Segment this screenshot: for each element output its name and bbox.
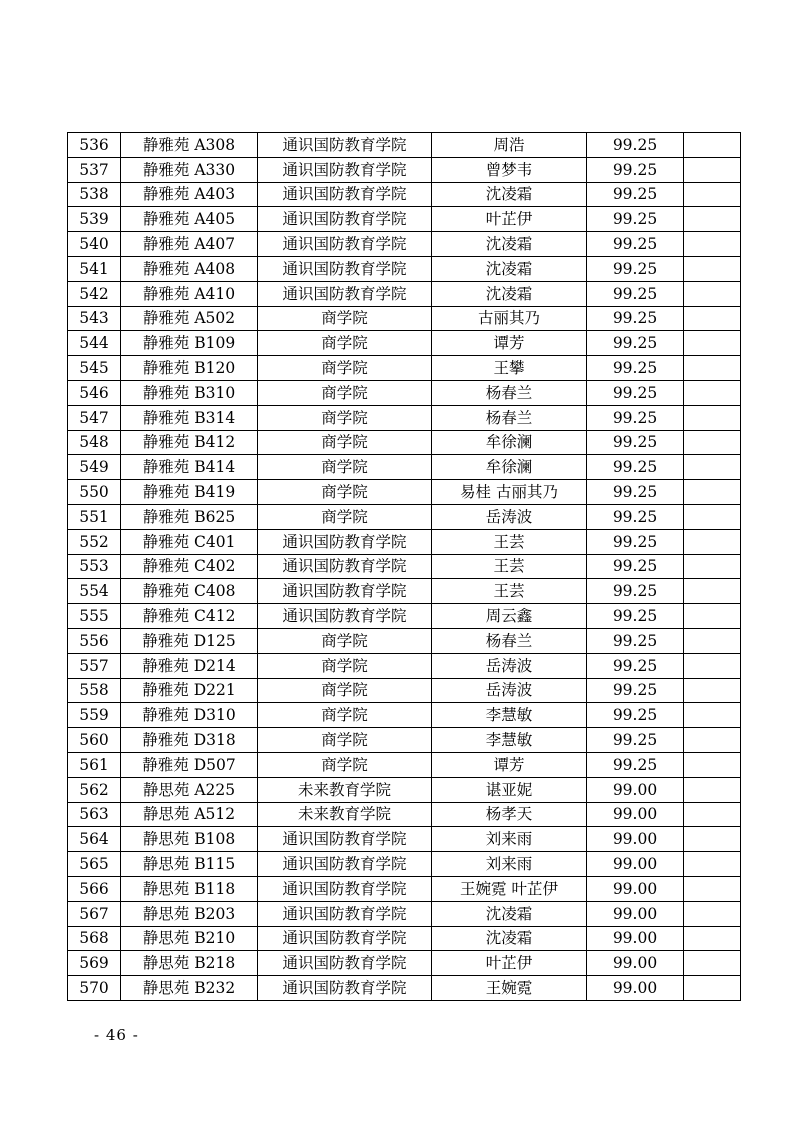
note-cell	[684, 728, 741, 753]
name-cell: 王攀	[432, 356, 587, 381]
college-cell: 通识国防教育学院	[258, 281, 432, 306]
room-cell: 静雅苑 B419	[121, 480, 258, 505]
note-cell	[684, 579, 741, 604]
row-number-cell: 539	[68, 207, 121, 232]
name-cell: 杨春兰	[432, 380, 587, 405]
room-cell: 静雅苑 A405	[121, 207, 258, 232]
note-cell	[684, 380, 741, 405]
name-cell: 谭芳	[432, 752, 587, 777]
score-cell: 99.00	[587, 802, 684, 827]
note-cell	[684, 976, 741, 1001]
note-cell	[684, 802, 741, 827]
score-cell: 99.25	[587, 182, 684, 207]
row-number-cell: 560	[68, 728, 121, 753]
score-cell: 99.25	[587, 628, 684, 653]
name-cell: 易桂 古丽其乃	[432, 480, 587, 505]
score-cell: 99.25	[587, 256, 684, 281]
score-cell: 99.25	[587, 232, 684, 257]
row-number-cell: 546	[68, 380, 121, 405]
college-cell: 商学院	[258, 306, 432, 331]
note-cell	[684, 256, 741, 281]
college-cell: 商学院	[258, 480, 432, 505]
college-cell: 通识国防教育学院	[258, 876, 432, 901]
row-number-cell: 541	[68, 256, 121, 281]
score-cell: 99.25	[587, 455, 684, 480]
row-number-cell: 568	[68, 926, 121, 951]
room-cell: 静雅苑 C402	[121, 554, 258, 579]
college-cell: 商学院	[258, 678, 432, 703]
table-row	[68, 752, 741, 777]
note-cell	[684, 306, 741, 331]
college-cell: 通识国防教育学院	[258, 827, 432, 852]
score-cell: 99.00	[587, 852, 684, 877]
table-row	[68, 405, 741, 430]
table-row	[68, 430, 741, 455]
score-cell: 99.25	[587, 480, 684, 505]
score-cell: 99.00	[587, 827, 684, 852]
score-cell: 99.25	[587, 529, 684, 554]
name-cell: 岳涛波	[432, 678, 587, 703]
room-cell: 静雅苑 A407	[121, 232, 258, 257]
row-number-cell: 567	[68, 901, 121, 926]
name-cell: 谌亚妮	[432, 777, 587, 802]
name-cell: 沈凌霜	[432, 256, 587, 281]
table-row	[68, 133, 741, 158]
college-cell: 未来教育学院	[258, 802, 432, 827]
note-cell	[684, 157, 741, 182]
table-row	[68, 232, 741, 257]
row-number-cell: 570	[68, 976, 121, 1001]
college-cell: 商学院	[258, 455, 432, 480]
college-cell: 商学院	[258, 703, 432, 728]
score-cell: 99.00	[587, 777, 684, 802]
table-row	[68, 728, 741, 753]
page-number: - 46 -	[94, 1026, 139, 1044]
table-row	[68, 455, 741, 480]
score-cell: 99.25	[587, 405, 684, 430]
note-cell	[684, 504, 741, 529]
table-row	[68, 554, 741, 579]
row-number-cell: 542	[68, 281, 121, 306]
table-row	[68, 281, 741, 306]
score-cell: 99.25	[587, 703, 684, 728]
row-number-cell: 543	[68, 306, 121, 331]
row-number-cell: 540	[68, 232, 121, 257]
college-cell: 通识国防教育学院	[258, 157, 432, 182]
score-cell: 99.25	[587, 281, 684, 306]
score-cell: 99.25	[587, 306, 684, 331]
room-cell: 静雅苑 D310	[121, 703, 258, 728]
name-cell: 周浩	[432, 133, 587, 158]
table-row	[68, 157, 741, 182]
row-number-cell: 551	[68, 504, 121, 529]
room-cell: 静雅苑 A408	[121, 256, 258, 281]
room-cell: 静雅苑 C408	[121, 579, 258, 604]
name-cell: 王芸	[432, 529, 587, 554]
college-cell: 商学院	[258, 430, 432, 455]
name-cell: 曾梦韦	[432, 157, 587, 182]
college-cell: 通识国防教育学院	[258, 207, 432, 232]
name-cell: 王婉霓	[432, 976, 587, 1001]
score-cell: 99.00	[587, 901, 684, 926]
row-number-cell: 569	[68, 951, 121, 976]
row-number-cell: 562	[68, 777, 121, 802]
table-row	[68, 926, 741, 951]
college-cell: 通识国防教育学院	[258, 976, 432, 1001]
room-cell: 静思苑 B108	[121, 827, 258, 852]
row-number-cell: 564	[68, 827, 121, 852]
room-cell: 静雅苑 B412	[121, 430, 258, 455]
room-cell: 静雅苑 A403	[121, 182, 258, 207]
row-number-cell: 538	[68, 182, 121, 207]
row-number-cell: 561	[68, 752, 121, 777]
note-cell	[684, 653, 741, 678]
note-cell	[684, 703, 741, 728]
name-cell: 岳涛波	[432, 653, 587, 678]
score-cell: 99.25	[587, 157, 684, 182]
college-cell: 通识国防教育学院	[258, 926, 432, 951]
room-cell: 静思苑 A512	[121, 802, 258, 827]
row-number-cell: 565	[68, 852, 121, 877]
row-number-cell: 549	[68, 455, 121, 480]
name-cell: 沈凌霜	[432, 281, 587, 306]
college-cell: 通识国防教育学院	[258, 529, 432, 554]
table-row	[68, 703, 741, 728]
table-row	[68, 207, 741, 232]
score-cell: 99.00	[587, 876, 684, 901]
college-cell: 通识国防教育学院	[258, 604, 432, 629]
row-number-cell: 556	[68, 628, 121, 653]
college-cell: 通识国防教育学院	[258, 554, 432, 579]
name-cell: 叶芷伊	[432, 207, 587, 232]
table-row	[68, 653, 741, 678]
room-cell: 静思苑 B210	[121, 926, 258, 951]
note-cell	[684, 876, 741, 901]
table-row	[68, 852, 741, 877]
score-cell: 99.25	[587, 430, 684, 455]
table-row	[68, 579, 741, 604]
name-cell: 谭芳	[432, 331, 587, 356]
name-cell: 杨春兰	[432, 628, 587, 653]
row-number-cell: 544	[68, 331, 121, 356]
college-cell: 商学院	[258, 380, 432, 405]
name-cell: 岳涛波	[432, 504, 587, 529]
note-cell	[684, 777, 741, 802]
table-row	[68, 777, 741, 802]
score-cell: 99.25	[587, 678, 684, 703]
room-cell: 静雅苑 B120	[121, 356, 258, 381]
name-cell: 叶芷伊	[432, 951, 587, 976]
table-row	[68, 876, 741, 901]
room-cell: 静雅苑 B625	[121, 504, 258, 529]
name-cell: 王芸	[432, 554, 587, 579]
score-cell: 99.00	[587, 926, 684, 951]
note-cell	[684, 951, 741, 976]
note-cell	[684, 405, 741, 430]
room-cell: 静雅苑 A308	[121, 133, 258, 158]
row-number-cell: 554	[68, 579, 121, 604]
note-cell	[684, 430, 741, 455]
table-row	[68, 256, 741, 281]
room-cell: 静思苑 B218	[121, 951, 258, 976]
room-cell: 静思苑 A225	[121, 777, 258, 802]
table-row	[68, 380, 741, 405]
row-number-cell: 553	[68, 554, 121, 579]
college-cell: 商学院	[258, 405, 432, 430]
row-number-cell: 559	[68, 703, 121, 728]
score-cell: 99.25	[587, 653, 684, 678]
note-cell	[684, 852, 741, 877]
score-cell: 99.25	[587, 380, 684, 405]
college-cell: 商学院	[258, 628, 432, 653]
college-cell: 商学院	[258, 728, 432, 753]
row-number-cell: 563	[68, 802, 121, 827]
table-row	[68, 529, 741, 554]
name-cell: 沈凌霜	[432, 901, 587, 926]
table-row	[68, 356, 741, 381]
table-row	[68, 331, 741, 356]
score-cell: 99.00	[587, 951, 684, 976]
college-cell: 通识国防教育学院	[258, 852, 432, 877]
table-row	[68, 306, 741, 331]
college-cell: 通识国防教育学院	[258, 232, 432, 257]
note-cell	[684, 207, 741, 232]
name-cell: 沈凌霜	[432, 232, 587, 257]
college-cell: 通识国防教育学院	[258, 182, 432, 207]
note-cell	[684, 356, 741, 381]
room-cell: 静雅苑 C401	[121, 529, 258, 554]
table-row	[68, 480, 741, 505]
college-cell: 商学院	[258, 752, 432, 777]
name-cell: 周云鑫	[432, 604, 587, 629]
college-cell: 商学院	[258, 331, 432, 356]
name-cell: 刘来雨	[432, 852, 587, 877]
note-cell	[684, 232, 741, 257]
table-row	[68, 827, 741, 852]
row-number-cell: 566	[68, 876, 121, 901]
college-cell: 通识国防教育学院	[258, 256, 432, 281]
score-cell: 99.25	[587, 728, 684, 753]
note-cell	[684, 554, 741, 579]
table-row	[68, 951, 741, 976]
note-cell	[684, 455, 741, 480]
row-number-cell: 555	[68, 604, 121, 629]
room-cell: 静思苑 B232	[121, 976, 258, 1001]
score-cell: 99.25	[587, 356, 684, 381]
room-cell: 静雅苑 D214	[121, 653, 258, 678]
row-number-cell: 557	[68, 653, 121, 678]
room-cell: 静雅苑 A410	[121, 281, 258, 306]
row-number-cell: 550	[68, 480, 121, 505]
room-cell: 静雅苑 D125	[121, 628, 258, 653]
name-cell: 刘来雨	[432, 827, 587, 852]
room-cell: 静雅苑 D318	[121, 728, 258, 753]
row-number-cell: 558	[68, 678, 121, 703]
table-row	[68, 628, 741, 653]
score-cell: 99.25	[587, 207, 684, 232]
dormitory-score-table	[67, 132, 741, 1001]
row-number-cell: 545	[68, 356, 121, 381]
note-cell	[684, 182, 741, 207]
table-row	[68, 678, 741, 703]
note-cell	[684, 480, 741, 505]
score-cell: 99.25	[587, 331, 684, 356]
name-cell: 李慧敏	[432, 703, 587, 728]
name-cell: 杨春兰	[432, 405, 587, 430]
note-cell	[684, 281, 741, 306]
table-row	[68, 504, 741, 529]
note-cell	[684, 678, 741, 703]
name-cell: 古丽其乃	[432, 306, 587, 331]
note-cell	[684, 331, 741, 356]
college-cell: 商学院	[258, 653, 432, 678]
score-cell: 99.25	[587, 752, 684, 777]
score-cell: 99.25	[587, 133, 684, 158]
row-number-cell: 536	[68, 133, 121, 158]
room-cell: 静雅苑 C412	[121, 604, 258, 629]
name-cell: 牟徐澜	[432, 455, 587, 480]
college-cell: 商学院	[258, 356, 432, 381]
score-cell: 99.00	[587, 976, 684, 1001]
name-cell: 王婉霓 叶芷伊	[432, 876, 587, 901]
name-cell: 李慧敏	[432, 728, 587, 753]
room-cell: 静雅苑 B314	[121, 405, 258, 430]
table-row	[68, 182, 741, 207]
row-number-cell: 547	[68, 405, 121, 430]
room-cell: 静思苑 B203	[121, 901, 258, 926]
room-cell: 静雅苑 B109	[121, 331, 258, 356]
score-cell: 99.25	[587, 604, 684, 629]
note-cell	[684, 628, 741, 653]
room-cell: 静思苑 B115	[121, 852, 258, 877]
college-cell: 通识国防教育学院	[258, 901, 432, 926]
note-cell	[684, 133, 741, 158]
college-cell: 通识国防教育学院	[258, 133, 432, 158]
room-cell: 静雅苑 D221	[121, 678, 258, 703]
room-cell: 静雅苑 D507	[121, 752, 258, 777]
college-cell: 通识国防教育学院	[258, 951, 432, 976]
score-cell: 99.25	[587, 579, 684, 604]
note-cell	[684, 901, 741, 926]
room-cell: 静雅苑 A502	[121, 306, 258, 331]
name-cell: 沈凌霜	[432, 182, 587, 207]
college-cell: 商学院	[258, 504, 432, 529]
note-cell	[684, 529, 741, 554]
row-number-cell: 548	[68, 430, 121, 455]
note-cell	[684, 752, 741, 777]
room-cell: 静雅苑 B310	[121, 380, 258, 405]
score-cell: 99.25	[587, 504, 684, 529]
name-cell: 王芸	[432, 579, 587, 604]
table-row	[68, 802, 741, 827]
name-cell: 牟徐澜	[432, 430, 587, 455]
name-cell: 杨孝天	[432, 802, 587, 827]
note-cell	[684, 926, 741, 951]
row-number-cell: 552	[68, 529, 121, 554]
table-row	[68, 976, 741, 1001]
room-cell: 静思苑 B118	[121, 876, 258, 901]
table-body	[68, 133, 741, 1001]
score-cell: 99.25	[587, 554, 684, 579]
table-row	[68, 604, 741, 629]
college-cell: 通识国防教育学院	[258, 579, 432, 604]
college-cell: 未来教育学院	[258, 777, 432, 802]
room-cell: 静雅苑 B414	[121, 455, 258, 480]
note-cell	[684, 827, 741, 852]
table-row	[68, 901, 741, 926]
note-cell	[684, 604, 741, 629]
room-cell: 静雅苑 A330	[121, 157, 258, 182]
row-number-cell: 537	[68, 157, 121, 182]
name-cell: 沈凌霜	[432, 926, 587, 951]
